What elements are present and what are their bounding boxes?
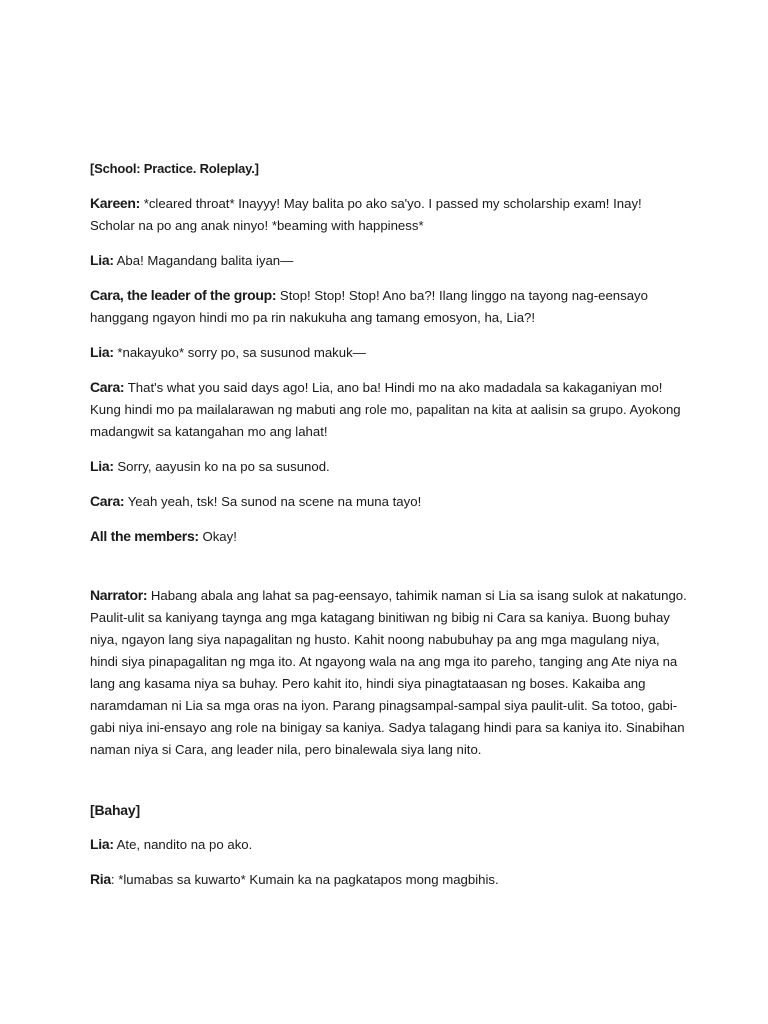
dialogue-line-kareen [90, 192, 690, 237]
dialogue-line-cara-leader [90, 284, 690, 329]
dialogue-text: Stop! Stop! Stop! Ano ba?! Ilang linggo na tayong nag-eensayo hanggang ngayon hindi mo pa rin nakukuha ang tamang emosyon, ha, Lia?! [90, 288, 648, 325]
speaker-name: Ria [90, 871, 111, 887]
dialogue-line-lia [90, 249, 690, 272]
narration-text: Habang abala ang lahat sa pag-eensayo, tahimik naman si Lia sa isang sulok at nakatungo. Paulit-ulit sa kaniyang taynga ang mga katagang binitiwan ng bibig ni Cara sa kaniya. Buong buhay niya, ngayon lang siya napagalitan ng husto. Kahit noong nabubuhay pa ang mga magulang niya, hindi siya pinapagalitan ng mga ito. At ngayong wala na ang mga ito pareho, tanging ang Ate niya na lang ang kasama niya sa buhay. Pero kahit ito, hindi siya pinagtataasan ng boses. Kakaiba ang naramdaman ni Lia sa mga oras na iyon. Parang pinagsampal-sampal siya paulit-ulit. Sa totoo, gabi-gabi niya ini-ensayo ang role na binigay sa kaniya. Sadya talagang hindi para sa kaniya ito. Sinabihan naman niya si Cara, ang leader nila, pero binalewala siya lang nito. [90, 588, 687, 757]
dialogue-text: *cleared throat* Inayyy! May balita po ako sa'yo. I passed my scholarship exam! Inay! Scholar na po ang anak ninyo! *beaming with happiness* [90, 196, 642, 233]
scene-heading-school: [School: Practice. Roleplay.] [90, 161, 259, 176]
speaker-name: All the members: [90, 528, 199, 544]
dialogue-text: Okay! [198, 529, 237, 544]
speaker-name: Cara: [90, 493, 125, 509]
speaker-name: Lia: [90, 458, 114, 474]
dialogue-line-cara [90, 376, 690, 443]
scene-heading-bahay: [Bahay] [90, 802, 140, 818]
speaker-name: Narrator: [90, 587, 148, 603]
dialogue-text: : *lumabas sa kuwarto* Kumain ka na pagkatapos mong magbihis. [110, 872, 499, 887]
speaker-name: Kareen: [90, 195, 141, 211]
document-page [90, 158, 690, 903]
speaker-name: Lia: [90, 836, 114, 852]
dialogue-text: Yeah yeah, tsk! Sa sunod na scene na muna tayo! [124, 494, 422, 509]
dialogue-text: Ate, nandito na po ako. [113, 837, 253, 852]
dialogue-line-lia [90, 833, 690, 856]
dialogue-line-ria [90, 868, 690, 891]
dialogue-line-lia [90, 455, 690, 478]
dialogue-text: Sorry, aayusin ko na po sa susunod. [113, 459, 330, 474]
dialogue-text: *nakayuko* sorry po, sa susunod makuk— [113, 345, 366, 360]
dialogue-line-all-members [90, 525, 690, 548]
dialogue-line-cara [90, 490, 690, 513]
dialogue-line-lia [90, 341, 690, 364]
speaker-name: Lia: [90, 344, 114, 360]
narration-paragraph [90, 584, 690, 761]
speaker-name: Cara: [90, 379, 125, 395]
dialogue-text: That's what you said days ago! Lia, ano ba! Hindi mo na ako madadala sa kakaganiyan mo! Kung hindi mo pa mailalarawan ng mabuti ang role mo, papalitan na kita at aalisin sa grupo. Ayokong madangwit sa katangahan mo ang lahat! [90, 380, 681, 439]
speaker-name: Cara, the leader of the group: [90, 287, 277, 303]
speaker-name: Lia: [90, 252, 114, 268]
dialogue-text: Aba! Magandang balita iyan— [113, 253, 294, 268]
